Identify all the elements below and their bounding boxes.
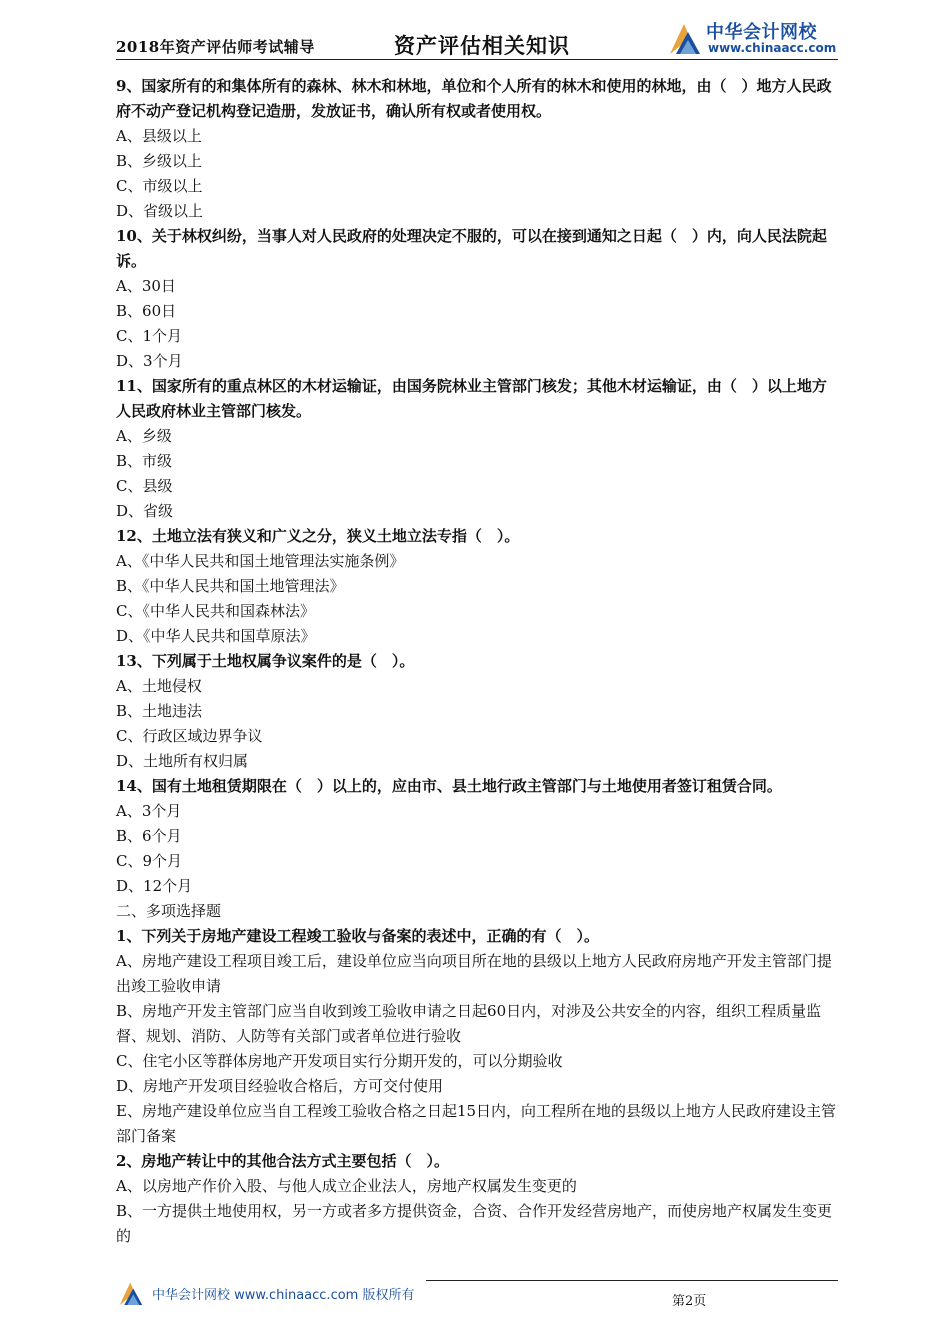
footer-divider — [426, 1280, 838, 1281]
option-d: D、土地所有权归属 — [116, 752, 249, 770]
option-d: D、省级以上 — [116, 202, 204, 220]
multi-question-1 — [116, 924, 838, 1149]
option-a: A、30日 — [116, 277, 176, 295]
option-b: B、房地产开发主管部门应当自收到竣工验收申请之日起60日内，对涉及公共安全的内容，组织工程质量监督、规划、消防、人防等有关部门或者单位进行验收 — [116, 1002, 822, 1045]
footer-logo-icon — [116, 1278, 146, 1308]
question-text: 9、国家所有的和集体所有的森林、林木和林地，单位和个人所有的林木和使用的林地，由（ ）地方人民政府不动产登记机构登记造册，发放证书，确认所有权或者使用权。 — [116, 77, 832, 120]
question-text: 10、关于林权纠纷，当事人对人民政府的处理决定不服的，可以在接到通知之日起（ ）内，向人民法院起诉。 — [116, 227, 827, 270]
option-a: A、《中华人民共和国土地管理法实施条例》 — [116, 552, 405, 570]
option-a: A、乡级 — [116, 427, 172, 445]
option-b: B、市级 — [116, 452, 173, 470]
multi-question-2 — [116, 1149, 838, 1249]
logo — [666, 16, 846, 60]
logo-name: 中华会计网校 — [706, 22, 817, 43]
page-number: 第2页 — [672, 1294, 707, 1309]
logo-url: www.chinaacc.com — [708, 41, 837, 55]
option-b: B、《中华人民共和国土地管理法》 — [116, 577, 345, 595]
option-b: B、土地违法 — [116, 702, 203, 720]
logo-mark-icon — [666, 18, 704, 58]
option-b: B、6个月 — [116, 827, 182, 845]
question-11 — [116, 374, 838, 524]
option-c: C、县级 — [116, 477, 173, 495]
option-b: B、乡级以上 — [116, 152, 203, 170]
option-d: D、《中华人民共和国草原法》 — [116, 627, 316, 645]
page-footer — [116, 1276, 838, 1316]
option-a: A、房地产建设工程项目竣工后，建设单位应当向项目所在地的县级以上地方人民政府房地产开发主管部门提出竣工验收申请 — [116, 952, 832, 995]
option-c: C、9个月 — [116, 852, 183, 870]
option-c: C、市级以上 — [116, 177, 203, 195]
option-c: C、住宅小区等群体房地产开发项目实行分期开发的，可以分期验收 — [116, 1052, 563, 1070]
option-d: D、房地产开发项目经验收合格后，方可交付使用 — [116, 1077, 444, 1095]
option-c: C、1个月 — [116, 327, 183, 345]
option-d: D、省级 — [116, 502, 174, 520]
option-e: E、房地产建设单位应当自工程竣工验收合格之日起15日内，向工程所在地的县级以上地方人民政府建设主管部门备案 — [116, 1102, 837, 1145]
question-13 — [116, 649, 838, 774]
option-a: A、以房地产作价入股、与他人成立企业法人，房地产权属发生变更的 — [116, 1177, 577, 1195]
question-text: 11、国家所有的重点林区的木材运输证，由国务院林业主管部门核发；其他木材运输证，由（ ）以上地方人民政府林业主管部门核发。 — [116, 377, 827, 420]
option-d: D、12个月 — [116, 877, 193, 895]
option-d: D、3个月 — [116, 352, 183, 370]
section-title: 二、多项选择题 — [116, 902, 222, 920]
option-a: A、土地侵权 — [116, 677, 202, 695]
question-list — [116, 74, 838, 1249]
question-text: 2、房地产转让中的其他合法方式主要包括（ ）。 — [116, 1152, 449, 1170]
option-a: A、县级以上 — [116, 127, 202, 145]
footer-copyright: 中华会计网校 www.chinaacc.com 版权所有 — [152, 1288, 415, 1303]
question-text: 13、下列属于土地权属争议案件的是（ ）。 — [116, 652, 415, 670]
question-text: 1、下列关于房地产建设工程竣工验收与备案的表述中，正确的有（ ）。 — [116, 927, 599, 945]
question-text: 14、国有土地租赁期限在（ ）以上的，应由市、县土地行政主管部门与土地使用者签订租赁合同。 — [116, 777, 782, 795]
header-subject-title: 资产评估相关知识 — [394, 33, 570, 58]
question-text: 12、土地立法有狭义和广义之分，狭义土地立法专指（ ）。 — [116, 527, 520, 545]
page-header — [116, 16, 838, 62]
question-12 — [116, 524, 838, 649]
header-course-title: 2018年资产评估师考试辅导 — [116, 38, 315, 56]
question-14 — [116, 774, 838, 899]
question-9 — [116, 74, 838, 224]
question-10 — [116, 224, 838, 374]
option-c: C、行政区域边界争议 — [116, 727, 263, 745]
option-b: B、60日 — [116, 302, 177, 320]
option-b: B、一方提供土地使用权，另一方或者多方提供资金，合资、合作开发经营房地产，而使房地产权属发生变更的 — [116, 1202, 833, 1245]
header-divider — [116, 59, 838, 60]
option-a: A、3个月 — [116, 802, 182, 820]
option-c: C、《中华人民共和国森林法》 — [116, 602, 315, 620]
